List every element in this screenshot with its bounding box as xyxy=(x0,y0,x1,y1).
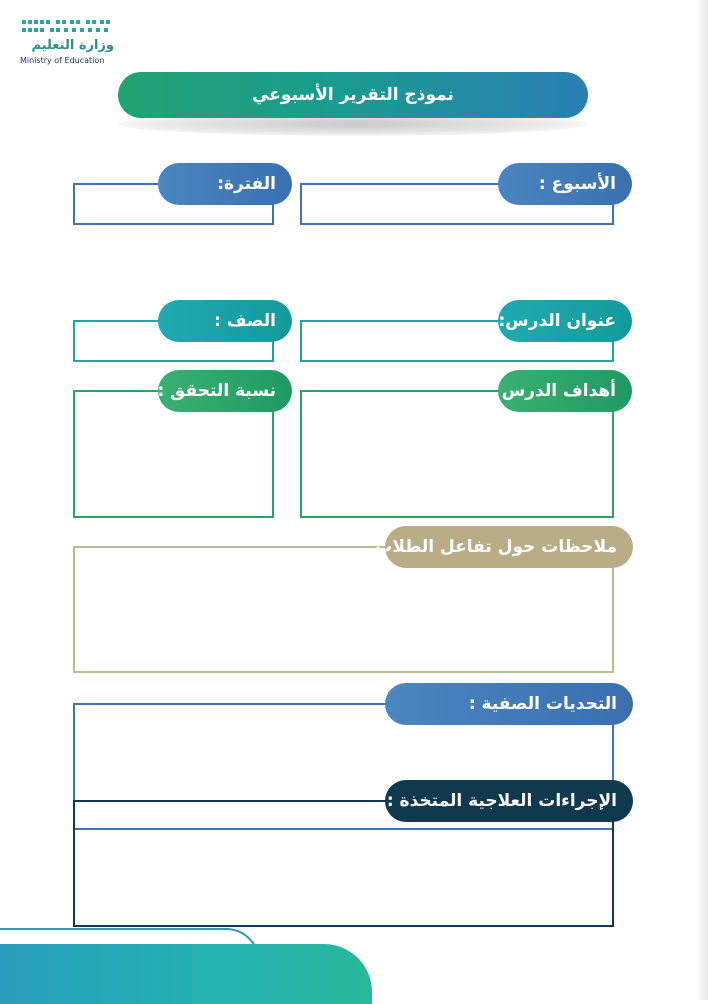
footer-gradient-shape xyxy=(0,944,372,1004)
logo-english-text: Ministry of Education xyxy=(20,56,105,65)
period-label: الفترة: xyxy=(158,163,292,205)
challenges-label: التحديات الصفية : xyxy=(385,683,633,725)
logo-arabic-text: وزارة التعليم xyxy=(31,38,114,53)
ministry-logo xyxy=(20,18,120,70)
remedial-actions-label: الإجراءات العلاجية المتخذة : xyxy=(385,780,633,822)
student-notes-label: ملاحظات حول تفاعل الطلاب : xyxy=(385,526,633,568)
lesson-objectives-label: أهداف الدرس : xyxy=(498,370,632,412)
grade-label: الصف : xyxy=(158,300,292,342)
achievement-rate-label: نسبة التحقق : xyxy=(158,370,292,412)
lesson-title-label: عنوان الدرس: xyxy=(498,300,632,342)
page-edge xyxy=(696,0,708,1000)
logo-dots-icon xyxy=(20,18,116,38)
week-label: الأسبوع : xyxy=(498,163,632,205)
page-title: نموذج التقرير الأسبوعي xyxy=(252,85,454,105)
